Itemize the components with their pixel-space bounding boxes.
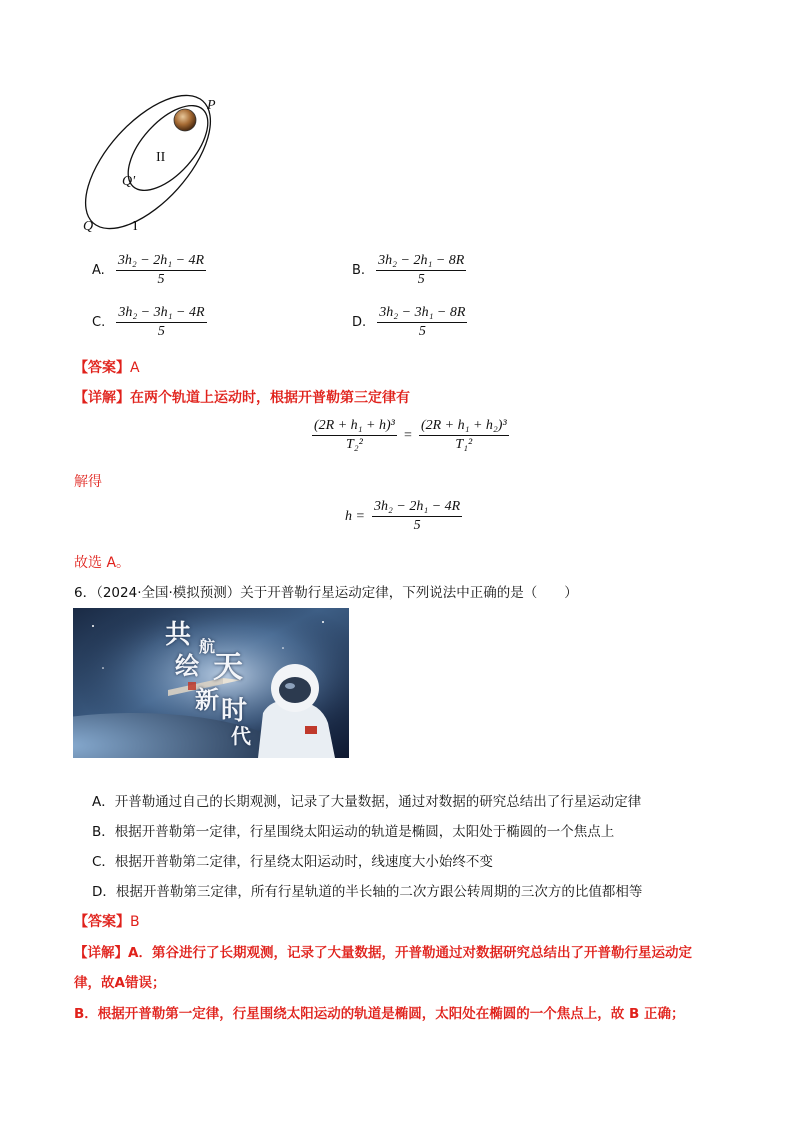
label-P: P [207, 98, 216, 113]
result-equation: h = $\frac{\text{3h₂ − 2h₁ − 4R}}{5}$ [345, 499, 461, 533]
q6-option-c: C．根据开普勒第二定律，行星绕太阳运动时，线速度大小始终不变 [92, 854, 493, 870]
label-II: II [156, 150, 166, 165]
q6-detail-line2: 律，故A错误； [74, 975, 166, 991]
q6-stem: 6．（2024·全国·模拟预测）关于开普勒行星运动定律，下列说法中正确的是（ ） [74, 585, 578, 601]
q5-option-c: C. $\frac{\text{3h₂ − 3h₁ − 4R}}{5}$ [92, 305, 205, 339]
q6-answer: 【答案】B [74, 914, 140, 930]
space-poster-image [73, 608, 349, 758]
planet-icon [174, 109, 196, 131]
q6-option-d: D．根据开普勒第三定律，所有行星轨道的半长轴的二次方跟公转周期的三次方的比值都相等 [92, 884, 643, 900]
poster-title-chars: 共 绘 航 天 新 时 代 [165, 620, 251, 748]
q5-conclusion: 故选 A。 [74, 555, 131, 571]
solve-label: 解得 [74, 474, 102, 490]
label-Qprime: Q' [122, 174, 136, 189]
q6-option-b: B．根据开普勒第一定律，行星围绕太阳运动的轨道是椭圆，太阳处于椭圆的一个焦点上 [92, 824, 615, 840]
q5-detail: 【详解】在两个轨道上运动时，根据开普勒第三定律有 [74, 390, 410, 406]
orbit-diagram [70, 90, 230, 240]
q5-option-d: D. $\frac{\text{3h₂ − 3h₁ − 8R}}{5}$ [352, 305, 466, 339]
kepler-equation: $\frac{\text{(2R + h₁ + h)³}}{\text{T₂²}}$ = $\frac{\text{(2R + h₁ + h₂)³}}{\text{T₁²}}$ [314, 418, 507, 452]
q6-detail: 【详解】A．第谷进行了长期观测，记录了大量数据，开普勒通过对数据研究总结出了开普勒行星运动定 [74, 945, 692, 961]
q5-option-a: A. $\frac{\text{3h₂ − 2h₁ − 4R}}{5}$ [92, 253, 205, 287]
q6-detail-line3: B．根据开普勒第一定律，行星围绕太阳运动的轨道是椭圆，太阳处在椭圆的一个焦点上，故 B 正确； [74, 1006, 685, 1022]
q5-option-b: B. $\frac{\text{3h₂ − 2h₁ − 8R}}{5}$ [352, 253, 465, 287]
q5-answer: 【答案】A [74, 360, 140, 376]
label-I: I [133, 219, 138, 234]
q6-option-a: A．开普勒通过自己的长期观测，记录了大量数据，通过对数据的研究总结出了行星运动定律 [92, 794, 642, 810]
label-Q: Q [83, 219, 94, 234]
